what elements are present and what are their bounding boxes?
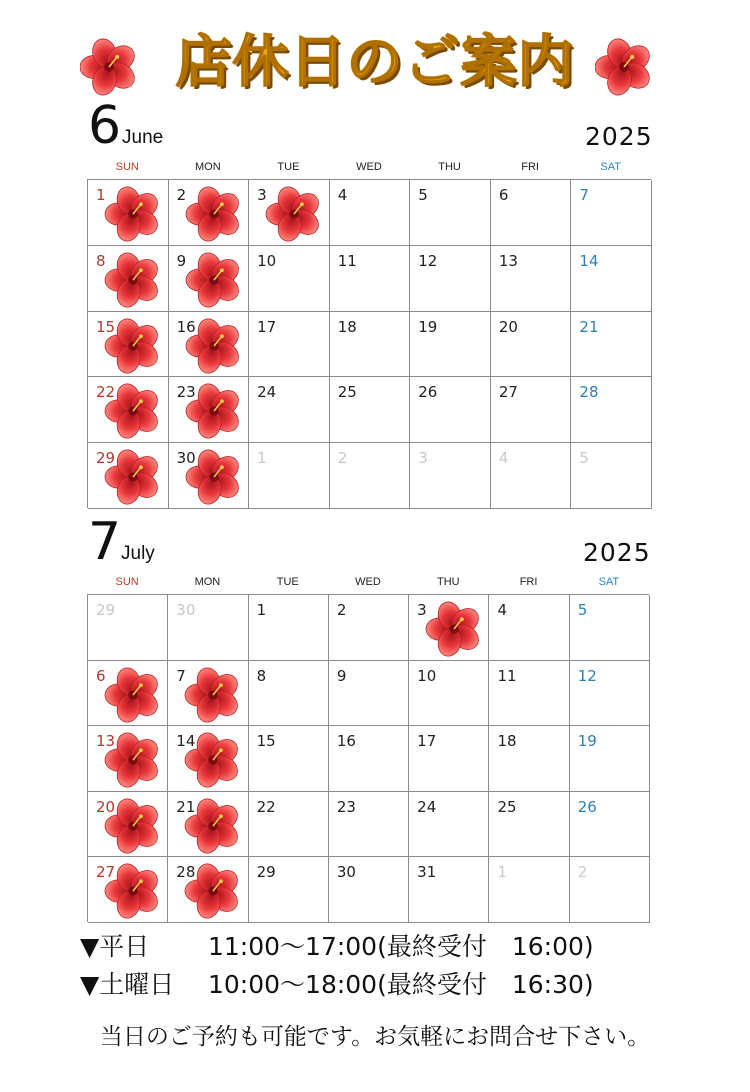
hibiscus-flower-icon (104, 449, 162, 505)
day-number: 8 (96, 251, 106, 270)
day-number: 25 (337, 383, 357, 402)
year: 2025 (585, 122, 653, 151)
hibiscus-flower-icon (595, 38, 653, 96)
day-number: 22 (256, 797, 276, 816)
weekday-wed: WED (355, 576, 381, 588)
hibiscus-flower-icon (104, 186, 162, 242)
hours-label: ▼平日 (80, 932, 150, 961)
calendar-day (249, 792, 329, 858)
day-number: 29 (96, 601, 116, 619)
hibiscus-flower-icon (104, 252, 162, 308)
calendar-day (571, 246, 652, 312)
calendar-day (570, 857, 650, 923)
day-number: 27 (498, 383, 518, 402)
calendar-day (249, 377, 330, 443)
day-number: 3 (418, 449, 428, 468)
year: 2025 (583, 538, 651, 567)
hibiscus-flower-icon (184, 798, 242, 854)
day-number: 21 (176, 797, 196, 816)
day-number: 1 (257, 449, 267, 468)
hibiscus-flower-icon (185, 186, 243, 242)
day-number: 26 (418, 383, 438, 402)
calendar-day-holiday (88, 312, 169, 378)
day-number: 30 (176, 601, 196, 619)
day-number: 25 (497, 797, 517, 816)
calendar-day (409, 857, 489, 923)
calendar-day (249, 312, 330, 378)
day-number: 16 (176, 317, 196, 336)
weekday-tue: TUE (276, 576, 299, 588)
day-number: 11 (337, 251, 357, 270)
day-number: 30 (176, 449, 196, 468)
weekday-mon: MON (194, 576, 221, 588)
day-number: 6 (498, 186, 509, 204)
day-number: 17 (257, 317, 277, 336)
day-number: 1 (96, 186, 106, 204)
day-number: 16 (336, 732, 356, 751)
day-number: 17 (417, 732, 437, 751)
calendar-day (489, 857, 569, 923)
day-number: 19 (577, 732, 597, 751)
weekday-header (87, 159, 650, 175)
day-number: 21 (579, 317, 599, 336)
calendar-day-holiday (249, 180, 330, 246)
calendar-day-holiday (169, 246, 250, 312)
day-number: 10 (257, 251, 277, 270)
calendar-day (329, 726, 409, 792)
header (0, 22, 750, 102)
day-number: 2 (337, 449, 348, 468)
calendar-day (491, 377, 572, 443)
calendar-day (88, 595, 168, 661)
day-number: 10 (417, 666, 437, 685)
hibiscus-flower-icon (184, 863, 242, 919)
hibiscus-flower-icon (185, 318, 243, 374)
month-name: July (121, 543, 155, 564)
calendar-day (571, 377, 652, 443)
day-number: 5 (418, 186, 428, 204)
day-number: 29 (256, 863, 276, 882)
calendar-day (571, 312, 652, 378)
weekday-sun: SUN (115, 576, 139, 588)
day-number: 4 (497, 601, 507, 619)
day-number: 5 (579, 449, 589, 468)
day-number: 22 (96, 383, 116, 402)
day-number: 26 (577, 797, 597, 816)
calendar-day (330, 312, 411, 378)
day-number: 23 (176, 383, 196, 402)
calendar-grid (87, 594, 649, 922)
calendar-day (491, 246, 572, 312)
calendar-day (330, 246, 411, 312)
calendar-day (330, 180, 411, 246)
calendar-day-holiday (169, 180, 250, 246)
day-number: 15 (96, 317, 116, 336)
calendar-day (329, 661, 409, 727)
day-number: 30 (336, 863, 356, 882)
day-number: 11 (497, 666, 517, 685)
calendar-day (409, 792, 489, 858)
weekday-thu: THU (438, 161, 461, 173)
day-number: 31 (417, 863, 437, 882)
day-number: 12 (418, 251, 438, 270)
hibiscus-flower-icon (265, 186, 323, 242)
day-number: 19 (418, 317, 438, 336)
hibiscus-flower-icon (185, 383, 243, 439)
calendar-day-holiday (88, 857, 168, 923)
hours-weekday (80, 932, 594, 962)
calendar-day (409, 661, 489, 727)
weekday-thu: THU (436, 576, 460, 588)
calendar-day (249, 726, 329, 792)
calendar-day-holiday (169, 377, 250, 443)
day-number: 12 (577, 666, 597, 685)
calendar-day (571, 180, 652, 246)
calendar-day (249, 443, 330, 509)
day-number: 20 (96, 797, 116, 816)
weekday-fri: FRI (521, 161, 539, 173)
hibiscus-flower-icon (104, 383, 162, 439)
calendar-day (249, 595, 329, 661)
day-number: 1 (497, 863, 507, 882)
calendar-day (410, 377, 491, 443)
calendar-grid (87, 179, 651, 508)
hibiscus-flower-icon (104, 667, 162, 723)
calendar-day-holiday (409, 595, 489, 661)
weekday-sun: SUN (115, 161, 139, 173)
day-number: 8 (256, 666, 267, 685)
weekday-wed: WED (356, 161, 382, 173)
month-number: 7 (88, 512, 122, 572)
hibiscus-flower-icon (185, 252, 243, 308)
day-number: 7 (579, 186, 589, 204)
hibiscus-flower-icon (104, 863, 162, 919)
calendar-day (410, 443, 491, 509)
day-number: 9 (336, 666, 347, 685)
weekday-sat: SAT (598, 576, 620, 588)
calendar-day (489, 661, 569, 727)
calendar-day-holiday (88, 792, 168, 858)
day-number: 14 (579, 251, 599, 270)
day-number: 18 (497, 732, 517, 751)
day-number: 3 (417, 601, 427, 619)
day-number: 18 (337, 317, 357, 336)
hibiscus-flower-icon (80, 38, 138, 96)
day-number: 24 (417, 797, 437, 816)
calendar-day (489, 595, 569, 661)
day-number: 13 (498, 251, 518, 270)
hibiscus-flower-icon (425, 601, 483, 657)
calendar-day-holiday (88, 180, 169, 246)
weekday-fri: FRI (519, 576, 538, 588)
calendar-day (570, 792, 650, 858)
calendar-day (489, 726, 569, 792)
day-number: 13 (96, 732, 116, 751)
calendar-day-holiday (88, 726, 168, 792)
reservation-note: 当日のご予約も可能です。お気軽にお問合せ下さい。 (99, 1024, 651, 1050)
calendar-day (570, 661, 650, 727)
calendar-day-holiday (169, 443, 250, 509)
calendar-day (168, 595, 248, 661)
month-name: June (122, 127, 164, 148)
calendar-day (570, 726, 650, 792)
calendar-day (409, 726, 489, 792)
calendar-day (329, 857, 409, 923)
calendar-day-holiday (88, 377, 169, 443)
month-number: 6 (88, 96, 122, 156)
calendar-day (410, 312, 491, 378)
weekday-header (87, 574, 650, 590)
calendar-day (330, 377, 411, 443)
calendar-day (329, 792, 409, 858)
day-number: 28 (579, 383, 599, 402)
calendar-day-holiday (168, 661, 248, 727)
hibiscus-flower-icon (104, 318, 162, 374)
weekday-tue: TUE (277, 161, 300, 173)
day-number: 24 (257, 383, 277, 402)
calendar-day (491, 312, 572, 378)
hibiscus-flower-icon (184, 732, 242, 788)
hibiscus-flower-icon (104, 798, 162, 854)
hibiscus-flower-icon (185, 449, 243, 505)
day-number: 6 (96, 666, 106, 685)
day-number: 5 (577, 601, 588, 619)
calendar-day (330, 443, 411, 509)
day-number: 23 (336, 797, 356, 816)
day-number: 15 (256, 732, 276, 751)
day-number: 2 (577, 863, 588, 882)
calendar-day (249, 857, 329, 923)
hours-label: ▼土曜日 (80, 970, 175, 999)
day-number: 2 (336, 601, 347, 619)
day-number: 2 (176, 186, 187, 204)
calendar-day-holiday (168, 857, 248, 923)
day-number: 3 (257, 186, 267, 204)
calendar-day (410, 246, 491, 312)
day-number: 9 (176, 251, 187, 270)
day-number: 29 (96, 449, 116, 468)
day-number: 14 (176, 732, 196, 751)
hours-saturday (80, 970, 594, 1000)
calendar-day-holiday (168, 792, 248, 858)
weekday-mon: MON (195, 161, 221, 173)
calendar-day-holiday (88, 443, 169, 509)
calendar-day (571, 443, 652, 509)
calendar-day (491, 443, 572, 509)
day-number: 4 (337, 186, 348, 204)
hibiscus-flower-icon (184, 667, 242, 723)
hours-time: 10:00～18:00(最終受付 16:30) (208, 970, 594, 999)
calendar-day (491, 180, 572, 246)
calendar-day (410, 180, 491, 246)
calendar-day (570, 595, 650, 661)
day-number: 1 (256, 601, 267, 619)
calendar-day (249, 661, 329, 727)
day-number: 20 (498, 317, 518, 336)
calendar-day-holiday (88, 661, 168, 727)
calendar-day-holiday (88, 246, 169, 312)
calendar-day (249, 246, 330, 312)
hours-time: 11:00～17:00(最終受付 16:00) (208, 932, 594, 961)
page-title: 店休日のご案内 (175, 30, 575, 95)
calendar-day (489, 792, 569, 858)
calendar-day-holiday (169, 312, 250, 378)
day-number: 28 (176, 863, 196, 882)
day-number: 27 (96, 863, 116, 882)
calendar-day-holiday (168, 726, 248, 792)
weekday-sat: SAT (600, 161, 621, 173)
calendar-day (329, 595, 409, 661)
day-number: 7 (176, 666, 186, 685)
day-number: 4 (498, 449, 509, 468)
hibiscus-flower-icon (104, 732, 162, 788)
